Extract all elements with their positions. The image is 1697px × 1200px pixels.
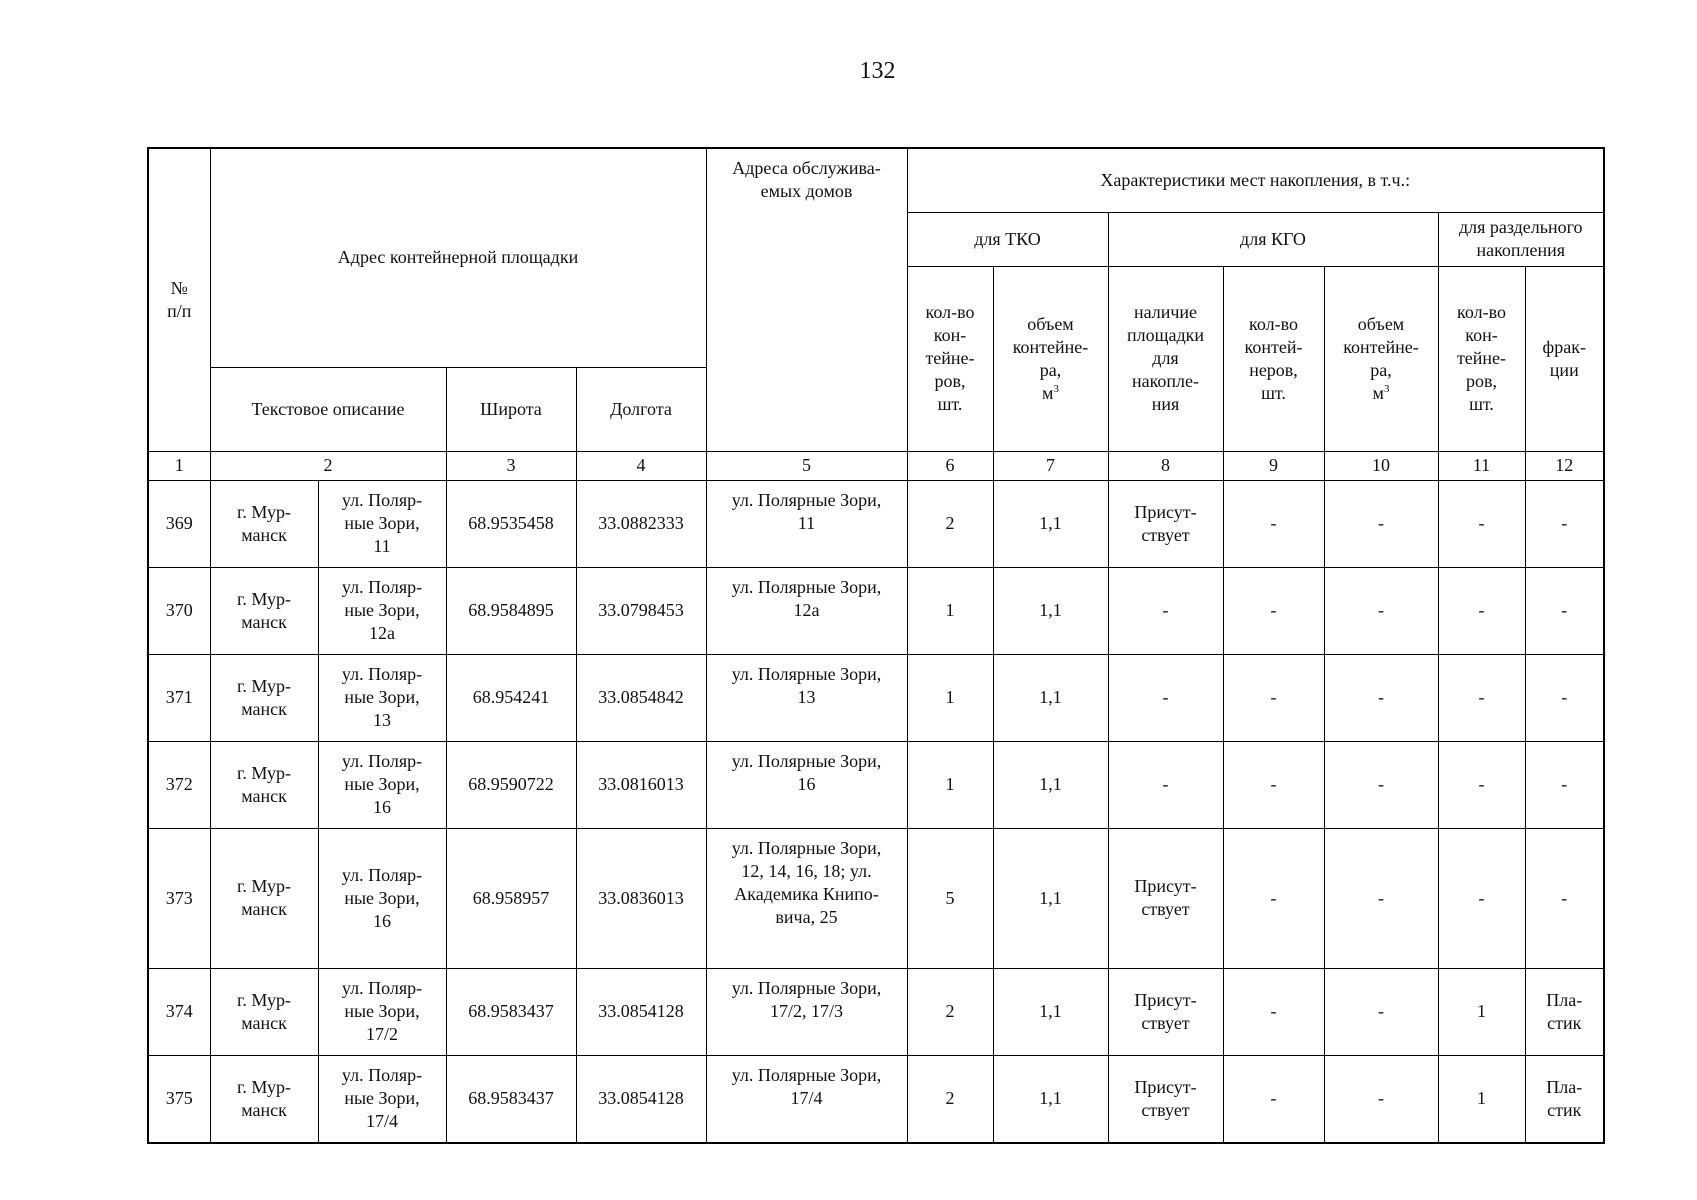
- table-row: [148, 968, 1604, 1055]
- city-cell: г. Мур- манск: [210, 968, 318, 1055]
- street-cell: ул. Поляр- ные Зори, 13: [318, 654, 446, 741]
- header-longitude: Долгота: [576, 367, 706, 451]
- longitude-cell: 33.0854128: [576, 968, 706, 1055]
- column-numbers-row: [148, 451, 1604, 480]
- header-num: № п/п: [148, 148, 210, 451]
- table-row: [148, 480, 1604, 567]
- latitude-cell: 68.9583437: [446, 1055, 576, 1143]
- street-cell: ул. Поляр- ные Зори, 16: [318, 828, 446, 968]
- longitude-cell: 33.0798453: [576, 567, 706, 654]
- kgo-presence-cell: -: [1108, 741, 1223, 828]
- tko-count-cell: 2: [907, 1055, 993, 1143]
- header-text-description: Текстовое описание: [210, 367, 446, 451]
- kgo-volume-cell: -: [1324, 1055, 1438, 1143]
- kgo-count-cell: -: [1223, 828, 1324, 968]
- table-row: [148, 828, 1604, 968]
- tko-volume-cell: 1,1: [993, 567, 1108, 654]
- city-cell: г. Мур- манск: [210, 1055, 318, 1143]
- column-number: 5: [706, 451, 907, 480]
- sep-count-cell: 1: [1438, 1055, 1525, 1143]
- tko-volume-cell: 1,1: [993, 1055, 1108, 1143]
- served-houses-cell: ул. Полярные Зори, 13: [706, 654, 907, 741]
- kgo-presence-cell: Присут- ствует: [1108, 968, 1223, 1055]
- header-address: Адрес контейнерной площадки: [210, 148, 706, 367]
- sep-count-cell: -: [1438, 654, 1525, 741]
- served-houses-cell: ул. Полярные Зори, 12, 14, 16, 18; ул. Академика Книпо- вича, 25: [706, 828, 907, 968]
- tko-volume-cell: 1,1: [993, 828, 1108, 968]
- row-number: 372: [148, 741, 210, 828]
- kgo-presence-cell: Присут- ствует: [1108, 1055, 1223, 1143]
- kgo-presence-cell: -: [1108, 654, 1223, 741]
- longitude-cell: 33.0816013: [576, 741, 706, 828]
- tko-count-cell: 2: [907, 480, 993, 567]
- kgo-volume-cell: -: [1324, 741, 1438, 828]
- fraction-cell: Пла- стик: [1525, 968, 1604, 1055]
- street-cell: ул. Поляр- ные Зори, 11: [318, 480, 446, 567]
- kgo-count-cell: -: [1223, 741, 1324, 828]
- city-cell: г. Мур- манск: [210, 741, 318, 828]
- fraction-cell: -: [1525, 567, 1604, 654]
- fraction-cell: -: [1525, 654, 1604, 741]
- tko-volume-cell: 1,1: [993, 654, 1108, 741]
- kgo-count-cell: -: [1223, 567, 1324, 654]
- column-number: 1: [148, 451, 210, 480]
- latitude-cell: 68.9590722: [446, 741, 576, 828]
- tko-volume-cell: 1,1: [993, 741, 1108, 828]
- header-characteristics: Характеристики мест накопления, в т.ч.:: [907, 148, 1604, 212]
- header-tko-count: кол-во кон- тейне- ров, шт.: [907, 266, 993, 451]
- longitude-cell: 33.0854128: [576, 1055, 706, 1143]
- header-kgo-presence: наличие площадки для накопле- ния: [1108, 266, 1223, 451]
- kgo-volume-cell: -: [1324, 968, 1438, 1055]
- kgo-count-cell: -: [1223, 1055, 1324, 1143]
- kgo-volume-cell: -: [1324, 567, 1438, 654]
- column-number: 7: [993, 451, 1108, 480]
- latitude-cell: 68.958957: [446, 828, 576, 968]
- sep-count-cell: -: [1438, 480, 1525, 567]
- served-houses-cell: ул. Полярные Зори, 16: [706, 741, 907, 828]
- sep-count-cell: -: [1438, 828, 1525, 968]
- longitude-cell: 33.0836013: [576, 828, 706, 968]
- kgo-presence-cell: Присут- ствует: [1108, 828, 1223, 968]
- latitude-cell: 68.9584895: [446, 567, 576, 654]
- column-number: 4: [576, 451, 706, 480]
- row-number: 373: [148, 828, 210, 968]
- header-tko: для ТКО: [907, 212, 1108, 266]
- column-number: 12: [1525, 451, 1604, 480]
- table-row: [148, 741, 1604, 828]
- row-number: 370: [148, 567, 210, 654]
- row-number: 375: [148, 1055, 210, 1143]
- column-number: 11: [1438, 451, 1525, 480]
- table-row: [148, 1055, 1604, 1143]
- kgo-volume-cell: -: [1324, 828, 1438, 968]
- tko-volume-cell: 1,1: [993, 480, 1108, 567]
- column-number: 6: [907, 451, 993, 480]
- tko-count-cell: 1: [907, 654, 993, 741]
- header-latitude: Широта: [446, 367, 576, 451]
- kgo-count-cell: -: [1223, 480, 1324, 567]
- served-houses-cell: ул. Полярные Зори, 11: [706, 480, 907, 567]
- fraction-cell: -: [1525, 741, 1604, 828]
- sep-count-cell: 1: [1438, 968, 1525, 1055]
- page-number: 132: [859, 58, 896, 84]
- column-number: 3: [446, 451, 576, 480]
- kgo-count-cell: -: [1223, 968, 1324, 1055]
- kgo-count-cell: -: [1223, 654, 1324, 741]
- row-number: 369: [148, 480, 210, 567]
- street-cell: ул. Поляр- ные Зори, 17/2: [318, 968, 446, 1055]
- kgo-volume-cell: -: [1324, 654, 1438, 741]
- header-kgo-count: кол-во контей- неров, шт.: [1223, 266, 1324, 451]
- table-body: [148, 480, 1604, 1143]
- tko-volume-cell: 1,1: [993, 968, 1108, 1055]
- header-fractions: фрак- ции: [1525, 266, 1604, 451]
- header-kgo: для КГО: [1108, 212, 1438, 266]
- longitude-cell: 33.0854842: [576, 654, 706, 741]
- table-header: [148, 148, 1604, 480]
- header-tko-volume: объем контейне- ра, $м^3$: [993, 266, 1108, 451]
- latitude-cell: 68.954241: [446, 654, 576, 741]
- row-number: 371: [148, 654, 210, 741]
- header-separate: для раздельного накопления: [1438, 212, 1604, 266]
- header-served-houses: Адреса обслужива- емых домов: [706, 148, 907, 451]
- container-sites-table: [147, 147, 1605, 1144]
- header-sep-count: кол-во кон- тейне- ров, шт.: [1438, 266, 1525, 451]
- served-houses-cell: ул. Полярные Зори, 17/4: [706, 1055, 907, 1143]
- tko-count-cell: 2: [907, 968, 993, 1055]
- fraction-cell: Пла- стик: [1525, 1055, 1604, 1143]
- kgo-presence-cell: -: [1108, 567, 1223, 654]
- kgo-volume-cell: -: [1324, 480, 1438, 567]
- street-cell: ул. Поляр- ные Зори, 12а: [318, 567, 446, 654]
- longitude-cell: 33.0882333: [576, 480, 706, 567]
- sep-count-cell: -: [1438, 741, 1525, 828]
- header-kgo-volume: объем контейне- ра, $м^3$: [1324, 266, 1438, 451]
- column-number: 2: [210, 451, 446, 480]
- row-number: 374: [148, 968, 210, 1055]
- tko-count-cell: 1: [907, 741, 993, 828]
- column-number: 8: [1108, 451, 1223, 480]
- city-cell: г. Мур- манск: [210, 567, 318, 654]
- fraction-cell: -: [1525, 828, 1604, 968]
- street-cell: ул. Поляр- ные Зори, 16: [318, 741, 446, 828]
- sep-count-cell: -: [1438, 567, 1525, 654]
- tko-count-cell: 1: [907, 567, 993, 654]
- fraction-cell: -: [1525, 480, 1604, 567]
- served-houses-cell: ул. Полярные Зори, 17/2, 17/3: [706, 968, 907, 1055]
- tko-count-cell: 5: [907, 828, 993, 968]
- column-number: 10: [1324, 451, 1438, 480]
- latitude-cell: 68.9583437: [446, 968, 576, 1055]
- kgo-presence-cell: Присут- ствует: [1108, 480, 1223, 567]
- city-cell: г. Мур- манск: [210, 828, 318, 968]
- table-row: [148, 567, 1604, 654]
- street-cell: ул. Поляр- ные Зори, 17/4: [318, 1055, 446, 1143]
- column-number: 9: [1223, 451, 1324, 480]
- latitude-cell: 68.9535458: [446, 480, 576, 567]
- served-houses-cell: ул. Полярные Зори, 12а: [706, 567, 907, 654]
- city-cell: г. Мур- манск: [210, 480, 318, 567]
- table-row: [148, 654, 1604, 741]
- city-cell: г. Мур- манск: [210, 654, 318, 741]
